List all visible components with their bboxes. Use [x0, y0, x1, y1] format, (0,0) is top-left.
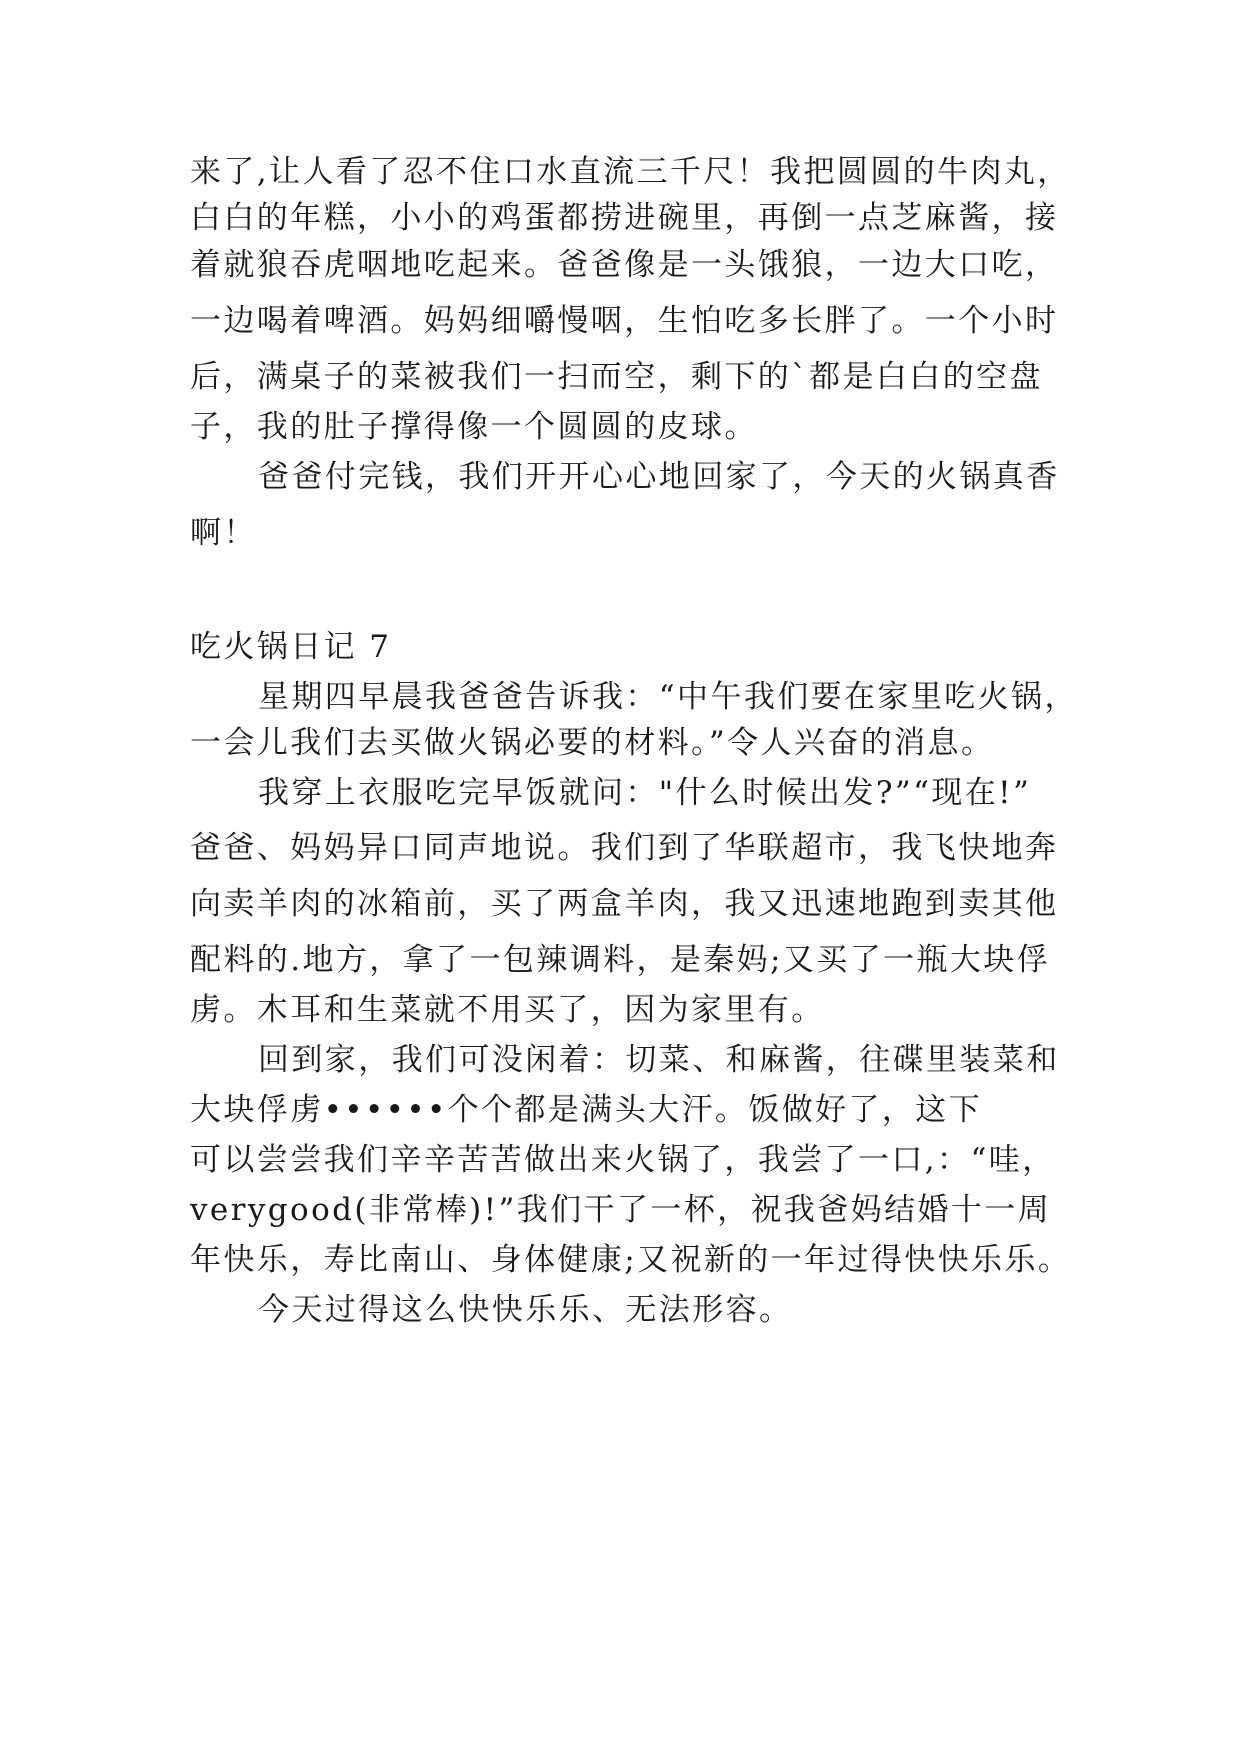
text-line: 爸爸、妈妈异口同声地说。我们到了华联超市，我飞快地奔	[190, 830, 1059, 866]
text-line: 啊！	[190, 515, 257, 551]
text-line: 后，满桌子的菜被我们一扫而空，剩下的`都是白白的空盘	[190, 359, 1043, 395]
text-line: 来了,让人看了忍不住口水直流三千尺！我把圆圆的牛肉丸，	[190, 154, 1071, 190]
text-line: 年快乐，寿比南山、身体健康;又祝新的一年过得快快乐乐。	[190, 1242, 1072, 1278]
text-line: 可以尝尝我们辛辛苦苦做出来火锅了，我尝了一口,：“哇，	[190, 1142, 1056, 1178]
text-line: 虏。木耳和生菜就不用买了，因为家里有。	[190, 992, 825, 1028]
text-line: verygood(非常棒)!”我们干了一杯，祝我爸妈结婚十一周	[190, 1192, 1052, 1228]
text-line: 今天过得这么快快乐乐、无法形容。	[258, 1292, 793, 1328]
text-line: 大块俘虏••••••个个都是满头大汗。饭做好了，这下	[190, 1092, 983, 1128]
text-line: 配料的.地方，拿了一包辣调料，是秦妈;又买了一瓶大块俘	[190, 942, 1051, 978]
text-line: 爸爸付完钱，我们开开心心地回家了，今天的火锅真香	[258, 459, 1060, 495]
section-title: 吃火锅日记 7	[190, 629, 392, 665]
text-line: 星期四早晨我爸爸告诉我：“中午我们要在家里吃火锅，	[258, 679, 1078, 715]
text-line: 白白的年糕，小小的鸡蛋都捞进碗里，再倒一点芝麻酱，接	[190, 200, 1059, 236]
text-line: 回到家，我们可没闲着：切菜、和麻酱，往碟里装菜和	[258, 1042, 1060, 1078]
text-line: 子，我的肚子撑得像一个圆圆的皮球。	[190, 409, 758, 445]
text-line: 着就狼吞虎咽地吃起来。爸爸像是一头饿狼，一边大口吃，	[190, 247, 1059, 283]
text-line: 我穿上衣服吃完早饭就问："什么时候出发?”“现在!”	[258, 775, 1032, 811]
text-line: 一会儿我们去买做火锅必要的材料。”令人兴奋的消息。	[190, 725, 995, 761]
text-line: 向卖羊肉的冰箱前，买了两盒羊肉，我又迅速地跑到卖其他	[190, 886, 1059, 922]
text-line: 一边喝着啤酒。妈妈细嚼慢咽，生怕吃多长胖了。一个小时	[190, 303, 1059, 339]
